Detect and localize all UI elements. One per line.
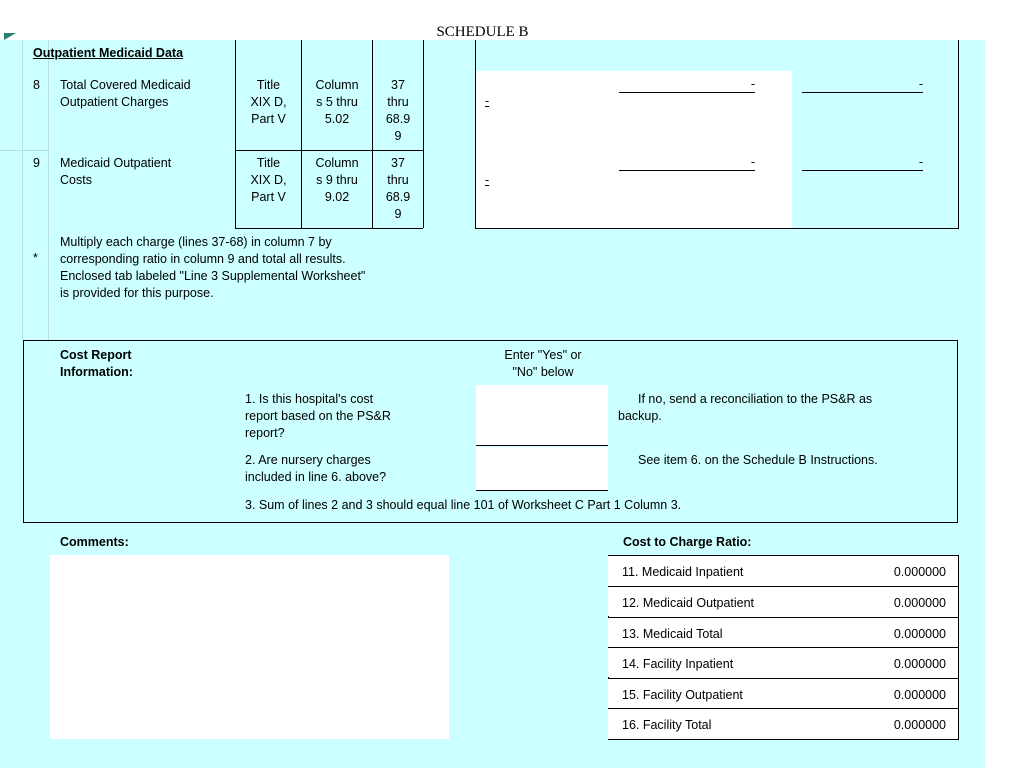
heading-line: Cost Report bbox=[60, 348, 132, 362]
page-title: SCHEDULE B bbox=[436, 24, 529, 40]
amount-field: - bbox=[802, 77, 923, 93]
footnote-text bbox=[60, 234, 420, 302]
question-1 bbox=[245, 391, 470, 442]
heading-line: Information: bbox=[60, 365, 133, 379]
amount-field: - bbox=[619, 77, 755, 93]
comments-textarea[interactable] bbox=[50, 555, 449, 739]
ratio-label: 12. Medicaid Outpatient bbox=[622, 596, 755, 610]
title-line: Part V bbox=[251, 190, 286, 204]
column-cell bbox=[302, 77, 372, 128]
answer-1-input[interactable] bbox=[476, 385, 608, 446]
ratio-label: 11. Medicaid Inpatient bbox=[622, 565, 744, 579]
amount-field: - bbox=[619, 155, 755, 171]
question-line: included in line 6. above? bbox=[245, 470, 387, 484]
lines-line: 9 bbox=[394, 207, 402, 221]
lines-line: thru bbox=[387, 173, 409, 187]
footnote-line: Multiply each charge (lines 37-68) in column 7 by bbox=[60, 235, 332, 249]
lines-line: thru bbox=[387, 95, 409, 109]
ratio-value: 0.000000 bbox=[893, 657, 946, 671]
row-description bbox=[60, 155, 230, 189]
ratio-heading: Cost to Charge Ratio: bbox=[623, 535, 752, 549]
table-rule bbox=[423, 40, 424, 228]
enter-yes-no-label bbox=[476, 347, 610, 381]
lines-line: 37 bbox=[391, 156, 405, 170]
ratio-value: 0.000000 bbox=[893, 565, 946, 579]
question-line: 2. Are nursery charges bbox=[245, 453, 371, 467]
ratio-row bbox=[608, 556, 958, 586]
title-line: Title bbox=[256, 78, 281, 92]
lines-line: 9 bbox=[394, 129, 402, 143]
note-line: backup. bbox=[618, 409, 662, 423]
footnote-line: Enclosed tab labeled "Line 3 Supplemental Worksheet" bbox=[60, 269, 366, 283]
ratio-label: 15. Facility Outpatient bbox=[622, 688, 743, 702]
title-line: XIX D, bbox=[250, 95, 287, 109]
comments-label: Comments: bbox=[60, 535, 129, 549]
column-line: 9.02 bbox=[324, 190, 350, 204]
lines-line: 68.9 bbox=[385, 112, 411, 126]
desc-line: Medicaid Outpatient bbox=[60, 156, 172, 170]
grid-line bbox=[0, 150, 48, 151]
ratio-row bbox=[608, 617, 958, 647]
column-cell bbox=[302, 155, 372, 206]
question-3: 3. Sum of lines 2 and 3 should equal line 101 of Worksheet C Part 1 Column 3. bbox=[245, 498, 682, 512]
column-line: 5.02 bbox=[324, 112, 350, 126]
lines-cell bbox=[373, 155, 423, 223]
ratio-value: 0.000000 bbox=[893, 718, 946, 732]
column-line: Column bbox=[315, 78, 359, 92]
desc-line: Outpatient Charges bbox=[60, 95, 169, 109]
section-heading-outpatient: Outpatient Medicaid Data bbox=[33, 46, 184, 60]
question-line: report? bbox=[245, 426, 285, 440]
title-line: Part V bbox=[251, 112, 286, 126]
row-number: 8 bbox=[33, 78, 40, 92]
ratio-value: 0.000000 bbox=[893, 627, 946, 641]
note-line: If no, send a reconciliation to the PS&R as bbox=[638, 392, 873, 406]
label-line: Enter "Yes" or bbox=[504, 348, 582, 362]
question-2 bbox=[245, 452, 470, 486]
ratio-label: 14. Facility Inpatient bbox=[622, 657, 734, 671]
title-cell bbox=[236, 77, 301, 128]
amount-field: - bbox=[485, 94, 490, 108]
lines-line: 37 bbox=[391, 78, 405, 92]
ratio-row bbox=[608, 647, 958, 677]
label-line: "No" below bbox=[512, 365, 574, 379]
data-cell-block bbox=[476, 71, 792, 228]
row-description bbox=[60, 77, 230, 111]
table-rule bbox=[235, 150, 423, 151]
ratio-row bbox=[608, 678, 958, 708]
desc-line: Costs bbox=[60, 173, 92, 187]
title-cell bbox=[236, 155, 301, 206]
row-number: 9 bbox=[33, 156, 40, 170]
question-line: report based on the PS&R bbox=[245, 409, 391, 423]
table-rule bbox=[235, 228, 423, 229]
ratio-value: 0.000000 bbox=[893, 596, 946, 610]
footnote-line: corresponding ratio in column 9 and total all results. bbox=[60, 252, 346, 266]
question-line: 1. Is this hospital's cost bbox=[245, 392, 374, 406]
lines-line: 68.9 bbox=[385, 190, 411, 204]
desc-line: Total Covered Medicaid bbox=[60, 78, 191, 92]
ratio-label: 16. Facility Total bbox=[622, 718, 712, 732]
cost-report-heading bbox=[60, 347, 133, 381]
table-rule bbox=[958, 40, 959, 228]
amount-field: - bbox=[802, 155, 923, 171]
ratio-row bbox=[608, 586, 958, 616]
grid-line bbox=[48, 40, 49, 340]
ratio-value: 0.000000 bbox=[893, 688, 946, 702]
amount-field: - bbox=[485, 173, 490, 187]
title-line: XIX D, bbox=[250, 173, 287, 187]
column-line: s 9 thru bbox=[316, 173, 358, 187]
footnote-mark: * bbox=[33, 251, 38, 265]
question-2-note: See item 6. on the Schedule B Instructions. bbox=[638, 453, 878, 467]
column-line: Column bbox=[315, 156, 359, 170]
footnote-line: is provided for this purpose. bbox=[60, 286, 214, 300]
column-line: s 5 thru bbox=[316, 95, 358, 109]
answer-2-input[interactable] bbox=[476, 447, 608, 491]
title-line: Title bbox=[256, 156, 281, 170]
lines-cell bbox=[373, 77, 423, 145]
grid-line bbox=[22, 40, 23, 340]
question-1-note bbox=[618, 391, 938, 425]
table-rule bbox=[475, 228, 959, 229]
ratio-label: 13. Medicaid Total bbox=[622, 627, 723, 641]
ratio-row bbox=[608, 708, 958, 739]
